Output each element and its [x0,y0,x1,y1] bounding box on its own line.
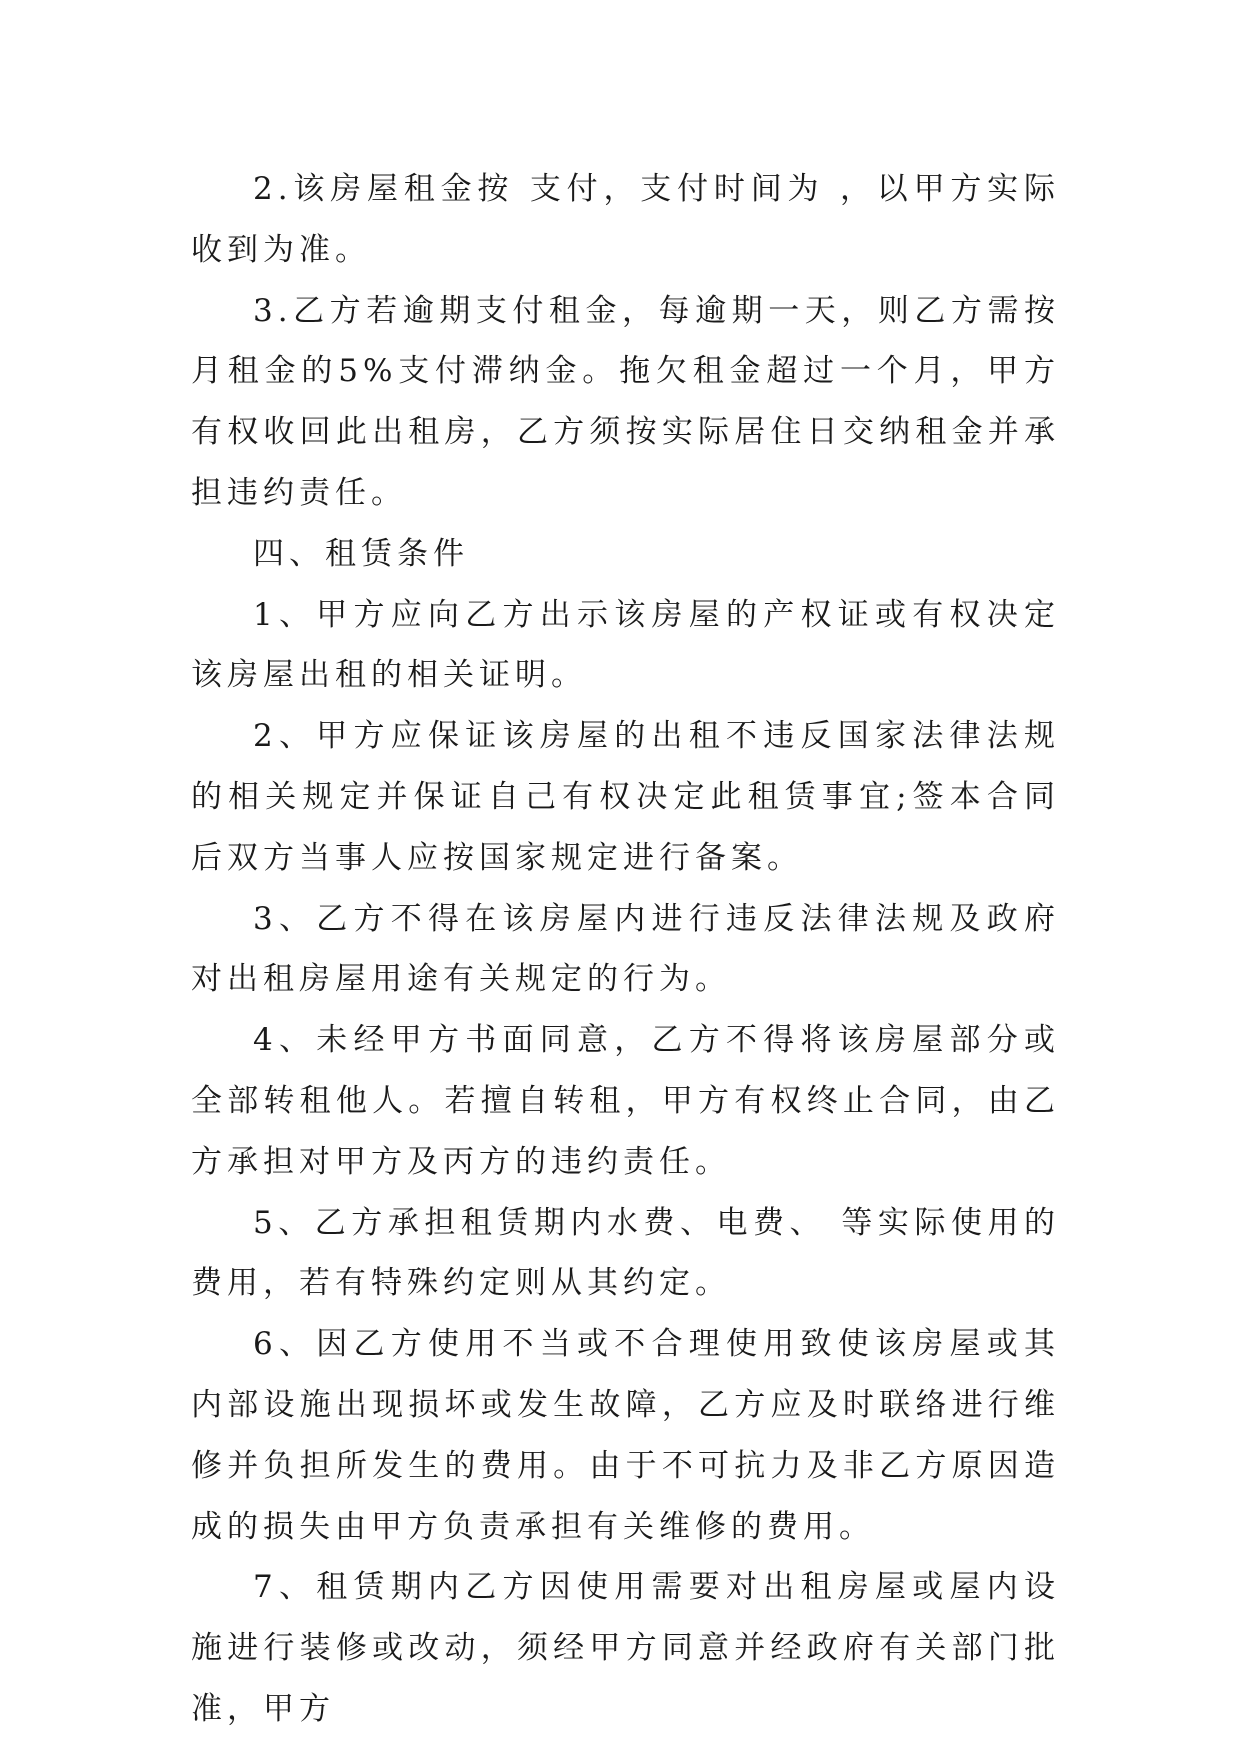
paragraph-rent-payment: 2.该房屋租金按 支付，支付时间为 ，以甲方实际收到为准。 [191,171,1060,268]
paragraph-condition-6: 6、因乙方使用不当或不合理使用致使该房屋或其内部设施出现损坏或发生故障，乙方应及时联络进行维修并负担所发生的费用。由于不可抗力及非乙方原因造成的损失由甲方负责承担有关维修的费用。 [191,1326,1060,1545]
paragraph-condition-4: 4、未经甲方书面同意，乙方不得将该房屋部分或全部转租他人。若擅自转租，甲方有权终止合同，由乙方承担对甲方及丙方的违约责任。 [191,1022,1060,1180]
paragraph-late-payment: 3.乙方若逾期支付租金，每逾期一天，则乙方需按月租金的5%支付滞纳金。拖欠租金超过一个月，甲方有权收回此出租房，乙方须按实际居住日交纳租金并承担违约责任。 [191,292,1060,511]
paragraph-condition-7: 7、租赁期内乙方因使用需要对出租房屋或屋内设施进行装修或改动，须经甲方同意并经政府有关部门批准，甲方 [191,1569,1060,1727]
document-body [191,159,1060,1740]
section-heading-lease-conditions: 四、租赁条件 [253,535,469,572]
paragraph-condition-2: 2、甲方应保证该房屋的出租不违反国家法律法规的相关规定并保证自己有权决定此租赁事宜;签本合同后双方当事人应按国家规定进行备案。 [191,718,1060,876]
paragraph-condition-5: 5、乙方承担租赁期内水费、电费、 等实际使用的费用，若有特殊约定则从其约定。 [191,1204,1060,1302]
paragraph-condition-3: 3、乙方不得在该房屋内进行违反法律法规及政府对出租房屋用途有关规定的行为。 [191,900,1060,998]
paragraph-condition-1: 1、甲方应向乙方出示该房屋的产权证或有权决定该房屋出租的相关证明。 [191,596,1060,694]
